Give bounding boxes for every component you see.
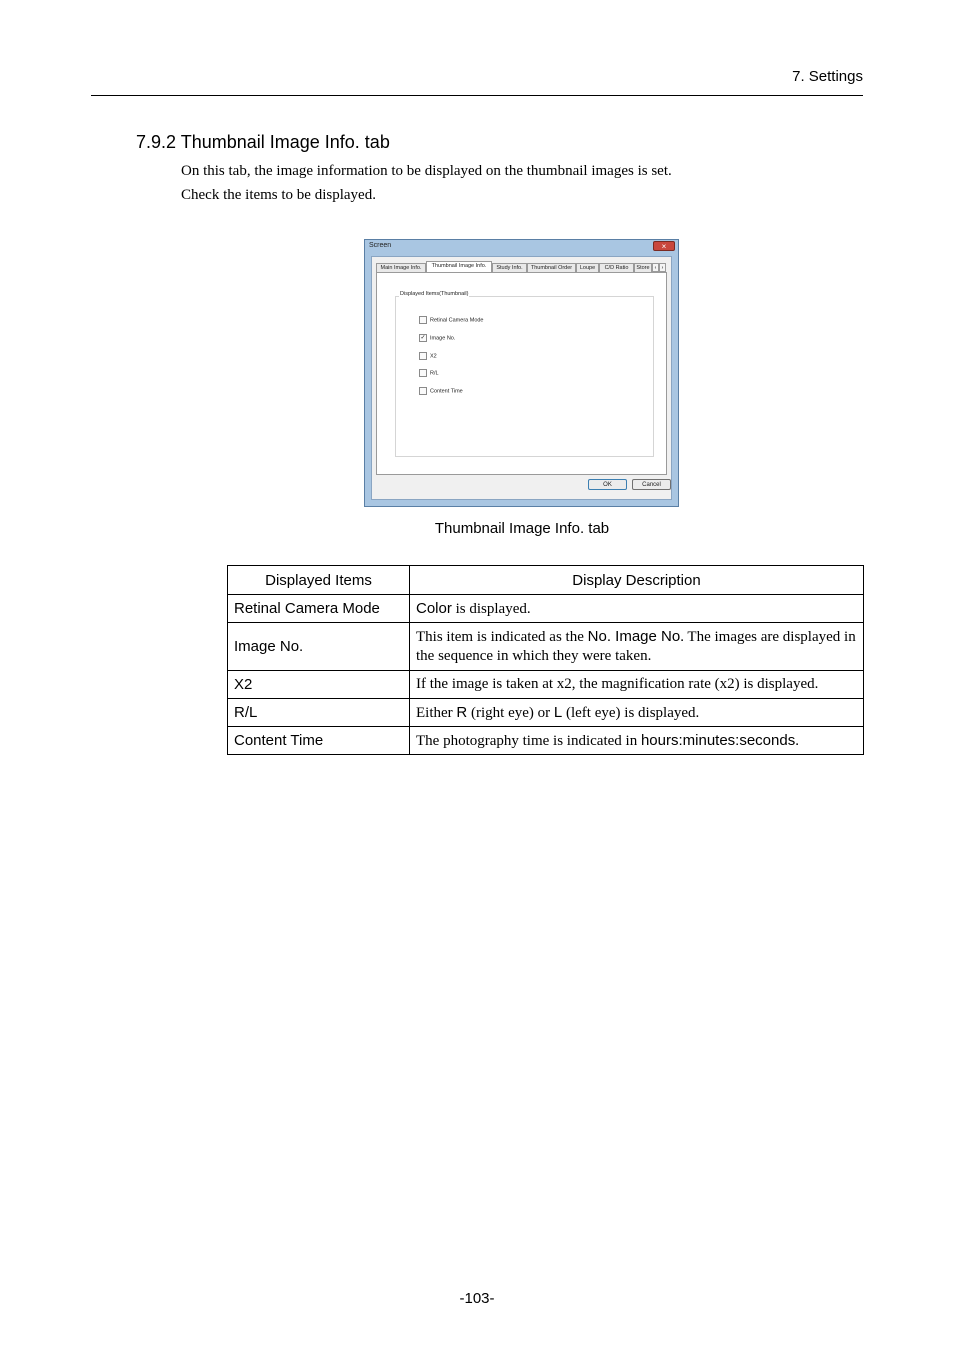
description-text: Either	[416, 704, 457, 721]
checkbox-rl[interactable]	[419, 369, 439, 377]
description-cell	[410, 595, 864, 623]
tab-scroll-right-icon[interactable]: ›	[659, 263, 666, 272]
checkbox-box[interactable]	[419, 387, 427, 395]
tab-thumbnail-order[interactable]: Thumbnail Order	[527, 263, 576, 272]
checkbox-x2[interactable]	[419, 352, 437, 360]
item-cell: X2	[228, 671, 410, 699]
item-cell: R/L	[228, 699, 410, 727]
header-displayed-items: Displayed Items	[228, 566, 410, 595]
description-text: The photography time is indicated in	[416, 732, 641, 749]
cancel-button[interactable]: Cancel	[632, 479, 671, 490]
checkbox-content-time[interactable]	[419, 387, 463, 395]
dialog-title: Screen	[369, 242, 392, 249]
description-cell	[410, 671, 864, 699]
checkbox-retinal-camera-mode[interactable]	[419, 316, 484, 324]
description-text: This item is indicated as the	[416, 629, 588, 645]
checkbox-image-no[interactable]	[419, 334, 455, 342]
close-icon[interactable]: ×	[653, 241, 675, 251]
section-title: 7.9.2 Thumbnail Image Info. tab	[136, 132, 390, 152]
figure-caption: Thumbnail Image Info. tab	[434, 520, 610, 537]
description-cell	[410, 699, 864, 727]
checkbox-box[interactable]	[419, 352, 427, 360]
table-row	[228, 595, 864, 623]
page-number: -103-	[459, 1290, 495, 1307]
tab-cd-ratio[interactable]: C/D Ratio	[599, 263, 634, 272]
ok-button[interactable]: OK	[588, 479, 627, 490]
term: No. Image No	[587, 628, 681, 645]
term: hours:minutes:seconds	[640, 731, 796, 749]
checkbox-label: X2	[430, 353, 437, 360]
tab-strip	[376, 262, 667, 272]
table-row	[228, 623, 864, 671]
item-cell: Image No.	[228, 623, 410, 671]
description-text: If the image is taken at x2, the magnification rate (x2) is displayed.	[416, 676, 819, 692]
group-label: Displayed Items(Thumbnail)	[400, 291, 469, 297]
table-row	[228, 699, 864, 727]
tab-study-info[interactable]: Study Info.	[492, 263, 527, 272]
dialog-client	[371, 256, 672, 500]
tab-store[interactable]: Store	[634, 263, 652, 272]
running-header: 7. Settings	[792, 68, 863, 85]
term: R	[456, 703, 468, 721]
check-icon[interactable]: ✓	[420, 335, 426, 341]
checkbox-label: R/L	[430, 370, 439, 377]
table-row	[228, 727, 864, 755]
description-text: (right eye) or	[467, 704, 554, 721]
term: Color	[416, 599, 452, 617]
item-cell: Content Time	[228, 727, 410, 755]
header-rule	[91, 95, 863, 96]
tab-panel	[376, 272, 667, 475]
tab-main-image-info[interactable]: Main Image Info.	[376, 263, 426, 272]
dialog-titlebar	[365, 240, 678, 256]
instruction-paragraph: Check the items to be displayed.	[181, 187, 376, 203]
header-display-description: Display Description	[410, 566, 864, 595]
checkbox-box[interactable]	[419, 316, 427, 324]
item-cell: Retinal Camera Mode	[228, 595, 410, 623]
screen-dialog	[364, 239, 679, 507]
table-row	[228, 671, 864, 699]
intro-paragraph: On this tab, the image information to be displayed on the thumbnail images is set.	[181, 163, 672, 179]
checkbox-box[interactable]	[419, 369, 427, 377]
checkbox-label: Retinal Camera Mode	[430, 317, 484, 324]
checkbox-label: Content Time	[430, 388, 463, 395]
tab-thumbnail-image-info[interactable]: Thumbnail Image Info.	[426, 261, 492, 272]
term: L	[553, 703, 563, 721]
description-text: . The images are displayed in the sequence in which they were taken.	[416, 629, 856, 664]
description-cell	[410, 623, 864, 671]
description-cell	[410, 727, 864, 755]
displayed-items-table	[227, 565, 864, 755]
tab-scroll-left-icon[interactable]: ‹	[652, 263, 659, 272]
description-text: .	[795, 732, 799, 749]
tab-loupe[interactable]: Loupe	[576, 263, 599, 272]
description-text: is displayed.	[451, 600, 531, 617]
checkbox-label: Image No.	[430, 335, 456, 342]
table-header-row	[228, 566, 864, 595]
description-text: (left eye) is displayed.	[562, 704, 700, 721]
